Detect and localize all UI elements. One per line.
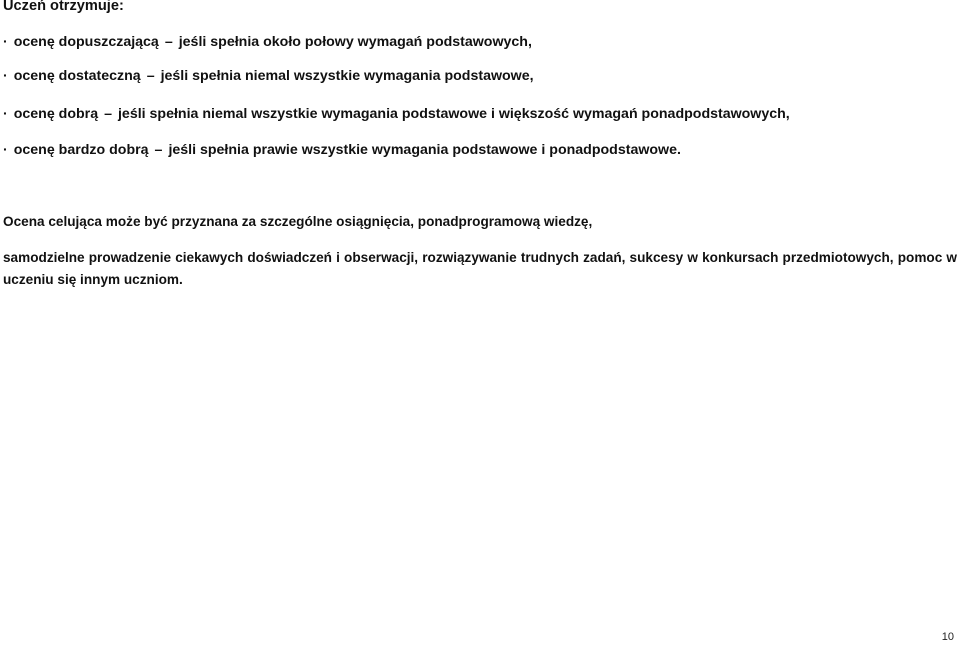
dash-separator: – [104,106,112,122]
page-number: 10 [941,631,954,643]
dash-separator: – [146,68,155,84]
bullet-mark: · [3,68,8,84]
grade-name: ocenę dopuszczającą [13,34,159,50]
bullet-mark: · [3,142,8,158]
grade-name: ocenę bardzo dobrą [13,142,149,158]
dash-separator: – [154,142,163,158]
grade-list-item [3,141,681,159]
bullet-mark: · [3,106,8,122]
grade-condition: jeśli spełnia niemal wszystkie wymagania podstawowe, [160,68,534,84]
grade-name: ocenę dobrą [13,106,99,122]
bullet-mark: · [3,34,8,50]
excellent-grade-paragraph: Ocena celująca może być przyznana za szczególne osiągnięcia, ponadprogramową wiedzę, [3,214,593,229]
section-heading: Uczeń otrzymuje: [3,0,124,14]
grade-condition: jeśli spełnia około połowy wymagań podstawowych, [178,34,532,50]
grade-condition: jeśli spełnia prawie wszystkie wymagania podstawowe i ponadpodstawowe. [168,142,681,158]
grade-list-item [3,105,790,123]
dash-separator: – [164,34,173,50]
grade-list-item [3,33,532,51]
grade-name: ocenę dostateczną [13,68,141,84]
excellent-grade-criteria-paragraph: samodzielne prowadzenie ciekawych doświadczeń i obserwacji, rozwiązywanie trudnych zadań, sukcesy w konkursach przedmiotowych, pomoc w uczeniu się innym uczniom. [3,250,957,287]
grade-condition: jeśli spełnia niemal wszystkie wymagania podstawowe i większość wymagań ponadpodstawowych, [117,106,790,122]
grade-list-item [3,67,534,85]
